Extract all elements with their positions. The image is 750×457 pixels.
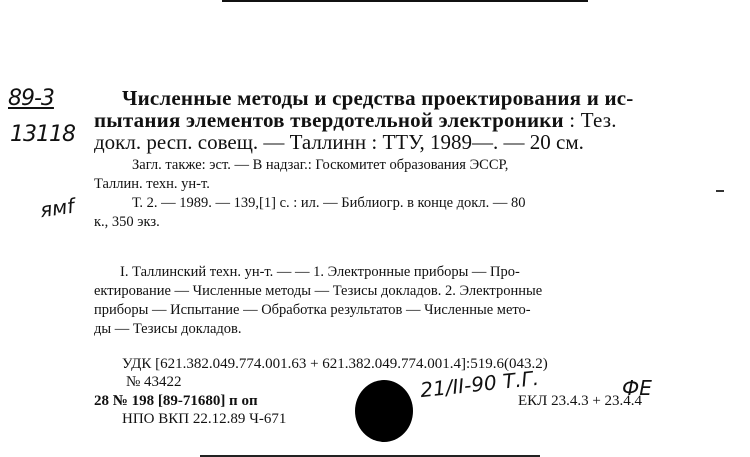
title-line-2-tail: : Тез.	[563, 108, 617, 132]
title-line-3: докл. респ. совещ. — Таллинн : ТТУ, 1989—. — 20 см.	[94, 130, 584, 154]
handwritten-corner-note: ФЕ	[622, 376, 652, 400]
handwritten-initials: ямf	[38, 193, 76, 223]
subject-line-2: ектирование — Численные методы — Тезисы докладов. 2. Электронные	[94, 283, 543, 299]
ekl-line: ЕКЛ 23.4.3 + 23.4.4	[518, 393, 643, 409]
udk-line: УДК [621.382.049.774.001.63 + 621.382.049.774.001.4]:519.6(043.2)	[122, 356, 548, 372]
title-line-1: Численные методы и средства проектирования и ис-	[122, 86, 634, 110]
handwritten-date-note: 21/II-90 Т.Г.	[419, 365, 541, 403]
title-line-2-bold: пытания элементов твердотельной электроники	[94, 108, 564, 132]
order-line: 28 № 198 [89-71680] п оп	[94, 393, 258, 409]
margin-mark	[716, 190, 724, 192]
top-rule	[222, 0, 588, 2]
subject-line-1: I. Таллинский техн. ун-т. — — 1. Электронные приборы — Про-	[120, 264, 520, 280]
npo-line: НПО ВКП 22.12.89 Ч-671	[122, 411, 287, 427]
handwritten-call-number-2: 13118	[10, 122, 75, 147]
note-line-2: Таллин. техн. ун-т.	[94, 176, 210, 192]
note-line-1: Загл. также: эст. — В надзаг.: Госкомитет образования ЭССР,	[132, 157, 509, 173]
ink-stamp-blot	[355, 380, 413, 442]
handwritten-call-number-1: 89-3	[8, 86, 54, 111]
volume-line-1: Т. 2. — 1989. — 139,[1] с. : ил. — Библиогр. в конце докл. — 80	[132, 195, 526, 211]
subject-line-4: ды — Тезисы докладов.	[94, 321, 242, 337]
volume-line-2: к., 350 экз.	[94, 214, 160, 230]
subject-line-3: приборы — Испытание — Обработка результатов — Численные мето-	[94, 302, 531, 318]
record-number: № 43422	[126, 374, 182, 390]
